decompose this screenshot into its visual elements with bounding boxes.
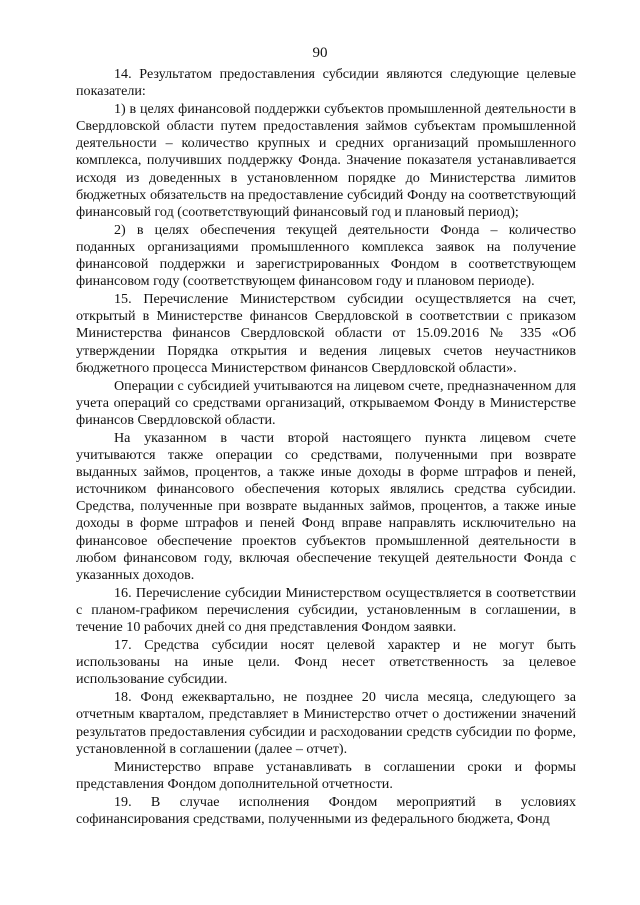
paragraph-14-item-2: 2) в целях обеспечения текущей деятельности Фонда – количество поданных организациями промышленного комплекса заявок на получение финансовой поддержки и зарегистрированных Фондом в соответствующем финансовом году (соответствующем финансовом году и плановом периоде). bbox=[76, 221, 576, 290]
paragraph-17: 17. Средства субсидии носят целевой характер и не могут быть использованы на иные цели. Фонд несет ответственность за целевое использование субсидии. bbox=[76, 637, 576, 688]
paragraph-18: 18. Фонд ежеквартально, не позднее 20 числа месяца, следующего за отчетным кварталом, представляет в Министерство отчет о достижении значений результатов предоставления субсидии и расходовании средств субсидии по форме, установленной в соглашении (далее – отчет). bbox=[76, 689, 576, 757]
paragraph-14: 14. Результатом предоставления субсидии являются следующие целевые показатели: bbox=[76, 66, 576, 100]
paragraph-15-part-3: На указанном в части второй настоящего пункта лицевом счете учитываются также операции со средствами, полученными при возврате выданных займов, процентов, а также иные доходы в форме штрафов и пеней, источником финансового обеспечения которых являлись средства субсидии. Средства, полученные при возврате выданных займов, процентов, а также иные доходы в форме штрафов и пеней Фонд вправе направлять исключительно на финансовое обеспечение проектов субъектов промышленной деятельности в любом финансовом году, включая обеспечение текущей деятельности Фонда с указанных доходов. bbox=[76, 429, 576, 583]
paragraph-15: 15. Перечисление Министерством субсидии осуществляется на счет, открытый в Министерстве финансов Свердловской в соответствии с приказом Министерства финансов Свердловской области от 15.09.2016 № 335 «Об утверждении Порядка открытия и ведения лицевых счетов неучастников бюджетного процесса Министерством финансов Свердловской области». bbox=[76, 291, 576, 376]
paragraph-19: 19. В случае исполнения Фондом мероприятий в условиях софинансирования средствами, полученными из федерального бюджета, Фонд bbox=[76, 793, 576, 828]
paragraph-16: 16. Перечисление субсидии Министерством осуществляется в соответствии с планом-графиком перечисления субсидии, установленным в соглашении, в течение 10 рабочих дней со дня представления Фондом заявки. bbox=[76, 584, 576, 635]
paragraph-18-part-2: Министерство вправе устанавливать в соглашении сроки и формы представления Фондом дополнительной отчетности. bbox=[76, 758, 576, 792]
document-body bbox=[76, 66, 576, 829]
paragraph-14-item-1: 1) в целях финансовой поддержки субъектов промышленной деятельности в Свердловской области путем предоставления займов субъектам промышленной деятельности – количество крупных и средних организаций промышленного комплекса, получивших поддержку Фонда. Значение показателя устанавливается исходя из доведенных в установленном порядке до Министерства лимитов бюджетных обязательств на предоставление субсидий Фонду на соответствующий финансовый год (соответствующий финансовый год и плановый период); bbox=[76, 101, 576, 220]
paragraph-15-part-2: Операции с субсидией учитываются на лицевом счете, предназначенном для учета операций со средствами организаций, открываемом Фонду в Министерстве финансов Свердловской области. bbox=[76, 377, 576, 428]
page-number: 90 bbox=[312, 45, 328, 61]
